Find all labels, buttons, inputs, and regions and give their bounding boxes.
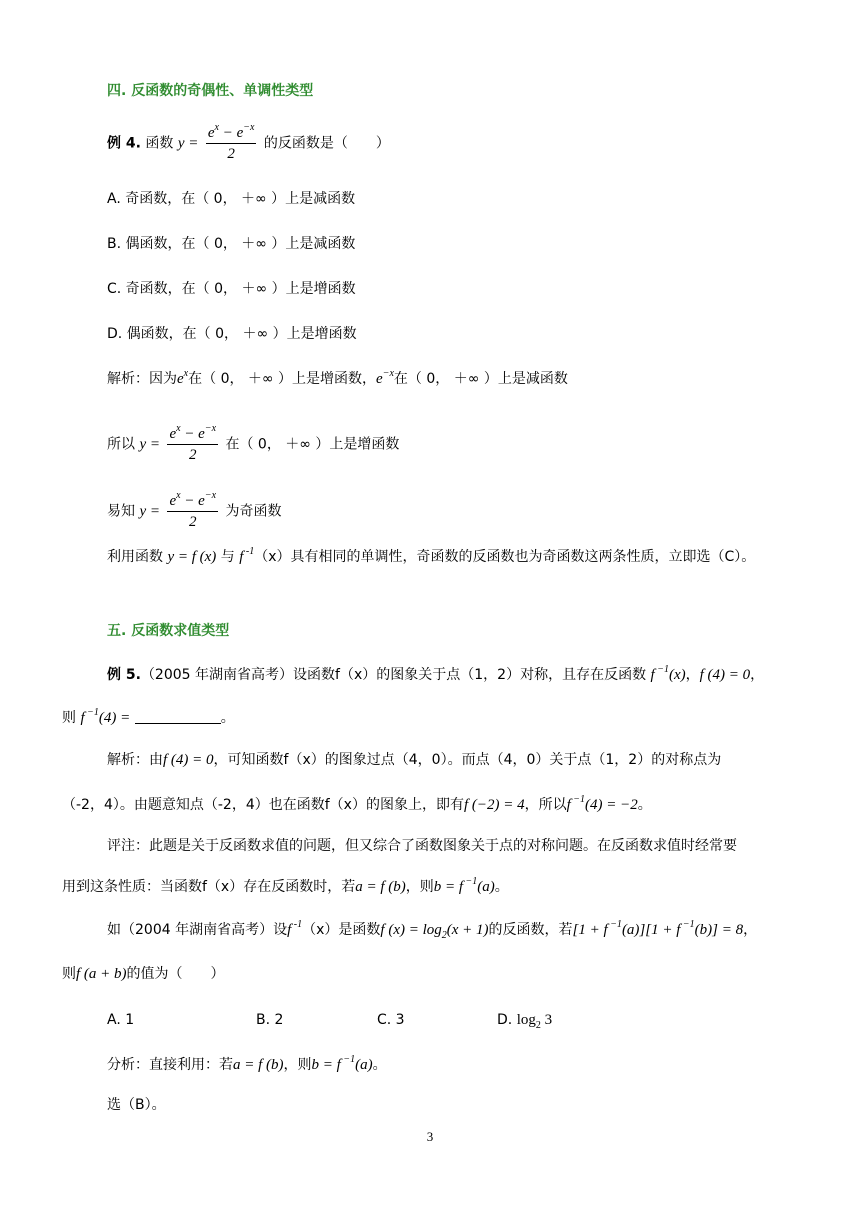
answer-line: 选（B）。 [107,1097,166,1113]
example-4-label: 例 4. [107,135,141,152]
related-line-1: 如（2004 年湖南省高考）设f $^{-1}$（x）是函数f $(x) = \log_2(x + 1)$的反函数，若[1 + f $^{-1}$(a)][1 + f $^{-1}$(b)] = 8， [107,919,758,941]
related-line-2: 则f (a + b)的值为（ ） [62,966,225,982]
fraction: $\frac{e^x - e^{-x}}{2}$ [207,122,255,162]
section-4-title: 四. 反函数的奇偶性、单调性类型 [107,83,314,99]
option-a: A. 奇函数，在（ 0， ＋∞ ）上是减函数 [107,191,356,207]
choice-d: D. $\log_2 3$ [497,1012,553,1031]
example-4-question [107,124,390,163]
comment-line-1: 评注：此题是关于反函数求值的问题，但又综合了函数图象关于点的对称问题。在反函数求值时经常要 [107,838,737,854]
analysis-line-1: 解析：因为$e^x$在（ 0， ＋∞ ）上是增函数，$e^{-x}$在（ 0， ＋∞ ）上是减函数 [107,368,568,387]
math-y: y = [177,135,199,152]
option-b: B. 偶函数，在（ 0， ＋∞ ）上是减函数 [107,236,356,252]
option-d: D. 偶函数，在（ 0， ＋∞ ）上是增函数 [107,326,357,342]
page-number: 3 [426,1129,434,1144]
answer-blank [135,709,221,724]
choice-b: B. 2 [256,1012,284,1028]
example-5-line-1: 例 5.（2005 年湖南省高考）设函数f（x）的图象关于点（1，2）对称，且存在反函数 f $^{-1}$(x)，f (4) = 0， [107,664,765,683]
q-tail: 的反函数是（ ） [263,135,390,152]
analysis-line-4: 利用函数 y = f (x) 与 f $^{-1}$（x）具有相同的单调性，奇函数的反函数也为奇函数这两条性质，立即选（C）。 [107,546,756,565]
option-c: C. 奇函数，在（ 0， ＋∞ ）上是增函数 [107,281,356,297]
example-5-line-2: 则 f $^{-1}$(4) = 。 [62,707,235,726]
analysis-final: 分析：直接利用：若a = f (b)，则b = f $^{-1}$(a)。 [107,1054,387,1073]
choice-a: A. 1 [107,1012,135,1028]
choice-c: C. 3 [377,1012,405,1028]
solution-line-2: （-2，4）。由题意知点（-2，4）也在函数f（x）的图象上，即有f (−2) = 4，所以f $^{-1}$(4) = −2。 [62,794,652,813]
solution-line-1: 解析：由f (4) = 0，可知函数f（x）的图象过点（4，0）。而点（4，0）关于点（1，2）的对称点为 [107,752,722,768]
comment-line-2: 用到这条性质：当函数f（x）存在反函数时，若a = f (b)，则b = f $^{-1}$(a)。 [62,876,509,895]
q-text: 函数 [145,135,174,152]
analysis-line-3: 易知 y = $\frac{e^x - e^{-x}}{2}$ 为奇函数 [107,490,282,530]
section-5-title: 五. 反函数求值类型 [107,623,230,639]
analysis-line-2: 所以 y = $\frac{e^x - e^{-x}}{2}$ 在（ 0， ＋∞ ）上是增函数 [107,423,400,463]
